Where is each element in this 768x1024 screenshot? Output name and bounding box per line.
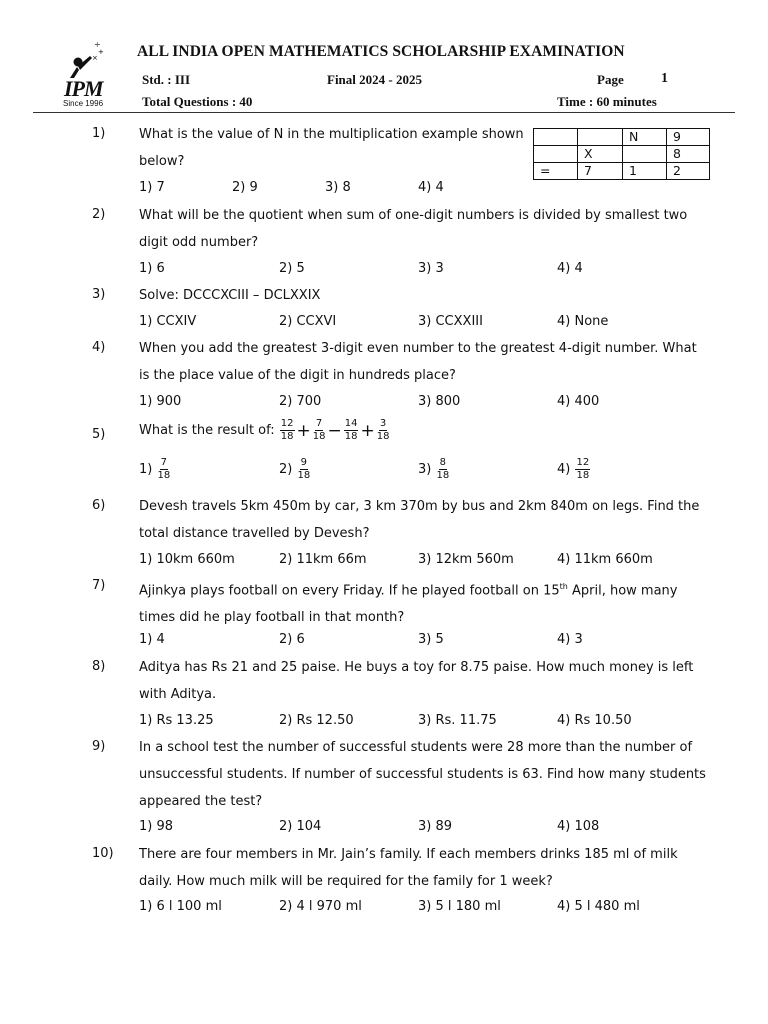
fraction: $\frac{7}{18}$ [157, 457, 171, 481]
option[interactable]: 1) 10km 660m [139, 552, 235, 567]
option[interactable]: 1) $\frac{7}{18}$ [139, 457, 171, 481]
option[interactable]: 2) 11km 66m [279, 552, 367, 567]
option[interactable]: 4) None [557, 314, 609, 329]
option[interactable]: 1) CCXIV [139, 314, 197, 329]
exam-year: Final 2024 - 2025 [327, 72, 422, 87]
standard: Std. : III [142, 72, 191, 87]
option[interactable]: 1) 98 [139, 819, 174, 834]
option[interactable]: 2) Rs 12.50 [279, 713, 354, 728]
option[interactable]: 2) CCXVI [279, 314, 337, 329]
svg-text:×: × [92, 54, 98, 62]
option[interactable]: 2) 700 [279, 394, 322, 409]
option[interactable]: 3) 8 [325, 180, 351, 195]
logo-since: Since 1996 [63, 99, 104, 108]
option[interactable]: 3) 89 [418, 819, 453, 834]
option[interactable]: 4) Rs 10.50 [557, 713, 632, 728]
option[interactable]: 3) 5 l 180 ml [418, 899, 501, 914]
option[interactable]: 4) 11km 660m [557, 552, 653, 567]
option[interactable]: 4) $\frac{12}{18}$ [557, 457, 590, 481]
time-limit: Time : 60 minutes [557, 94, 657, 109]
multiplication-table [533, 128, 710, 180]
option[interactable]: 1) 7 [139, 180, 165, 195]
option[interactable]: 1) 6 l 100 ml [139, 899, 222, 914]
svg-text:+: + [98, 48, 104, 56]
option[interactable]: 1) Rs 13.25 [139, 713, 214, 728]
option[interactable]: 4) 4 [557, 261, 583, 276]
fraction: $\frac{3}{18}$ [376, 418, 390, 442]
fraction: $\frac{8}{18}$ [436, 457, 450, 481]
logo-text: IPM [64, 76, 103, 101]
option[interactable]: 2) 9 [232, 180, 258, 195]
option[interactable]: 3) 5 [418, 632, 444, 647]
option[interactable]: 1) 4 [139, 632, 165, 647]
option[interactable]: 1) 900 [139, 394, 182, 409]
option[interactable]: 4) 108 [557, 819, 600, 834]
option[interactable]: 2) 4 l 970 ml [279, 899, 362, 914]
option[interactable]: 3) 800 [418, 394, 461, 409]
option[interactable]: 4) 5 l 480 ml [557, 899, 640, 914]
fraction: $\frac{14}{18}$ [344, 418, 358, 442]
table-row: N 9 [534, 129, 710, 146]
fraction: $\frac{12}{18}$ [280, 418, 294, 442]
option[interactable]: 4) 4 [418, 180, 444, 195]
option[interactable]: 2) $\frac{9}{18}$ [279, 457, 311, 481]
exam-title: ALL INDIA OPEN MATHEMATICS SCHOLARSHIP EXAMINATION [137, 43, 625, 60]
option[interactable]: 3) 3 [418, 261, 444, 276]
total-questions: Total Questions : 40 [142, 94, 253, 109]
fraction: $\frac{9}{18}$ [297, 457, 311, 481]
option[interactable]: 3) CCXXIII [418, 314, 483, 329]
page-number: 1 [661, 71, 668, 86]
fraction: $\frac{7}{18}$ [312, 418, 326, 442]
option[interactable]: 2) 6 [279, 632, 305, 647]
page-label: Page [597, 72, 624, 87]
fraction: $\frac{12}{18}$ [576, 457, 590, 481]
table-row: = 7 1 2 [534, 163, 710, 180]
header-divider [33, 112, 735, 113]
option[interactable]: 3) Rs. 11.75 [418, 713, 497, 728]
option[interactable]: 2) 104 [279, 819, 322, 834]
option[interactable]: 1) 6 [139, 261, 165, 276]
table-row: X 8 [534, 146, 710, 163]
option[interactable]: 4) 400 [557, 394, 600, 409]
svg-text:÷: ÷ [94, 40, 101, 49]
option[interactable]: 3) 12km 560m [418, 552, 514, 567]
option[interactable]: 4) 3 [557, 632, 583, 647]
option[interactable]: 3) $\frac{8}{18}$ [418, 457, 450, 481]
ipm-logo [60, 38, 122, 110]
option[interactable]: 2) 5 [279, 261, 305, 276]
